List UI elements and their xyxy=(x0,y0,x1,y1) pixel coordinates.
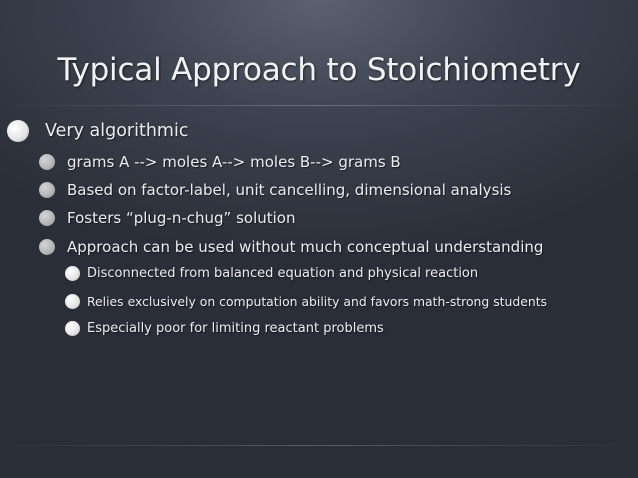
bullet-dot-icon xyxy=(39,182,55,198)
bullet-level3 xyxy=(65,294,547,309)
bullet-level3 xyxy=(65,321,384,336)
bullet-text: Relies exclusively on computation ability and favors math-strong students xyxy=(87,294,548,309)
bullet-level2 xyxy=(39,238,543,256)
bullet-dot-icon xyxy=(7,120,29,142)
bullet-text: grams A --> moles A--> moles B--> grams B xyxy=(67,153,401,171)
bullet-text: Approach can be used without much conceptual understanding xyxy=(67,238,544,256)
bullet-text: Based on factor-label, unit cancelling, dimensional analysis xyxy=(67,181,512,199)
bullet-dot-icon xyxy=(39,239,55,255)
bullet-level3 xyxy=(65,266,478,281)
bullet-text: Especially poor for limiting reactant problems xyxy=(87,321,384,336)
bullet-text: Fosters “plug-n-chug” solution xyxy=(67,209,296,227)
bullet-dot-icon xyxy=(65,266,80,281)
bullet-text: Very algorithmic xyxy=(45,121,189,141)
bullet-level2 xyxy=(39,209,296,227)
slide-title: Typical Approach to Stoichiometry xyxy=(57,52,581,88)
bullet-dot-icon xyxy=(65,294,80,309)
bullet-level2 xyxy=(39,181,511,199)
bullet-level1 xyxy=(7,120,188,142)
footer-divider xyxy=(18,445,620,446)
title-divider xyxy=(18,105,620,106)
bullet-level2 xyxy=(39,153,401,171)
bullet-text: Disconnected from balanced equation and physical reaction xyxy=(87,266,479,281)
bullet-dot-icon xyxy=(39,154,55,170)
bullet-dot-icon xyxy=(65,321,80,336)
bullet-dot-icon xyxy=(39,210,55,226)
